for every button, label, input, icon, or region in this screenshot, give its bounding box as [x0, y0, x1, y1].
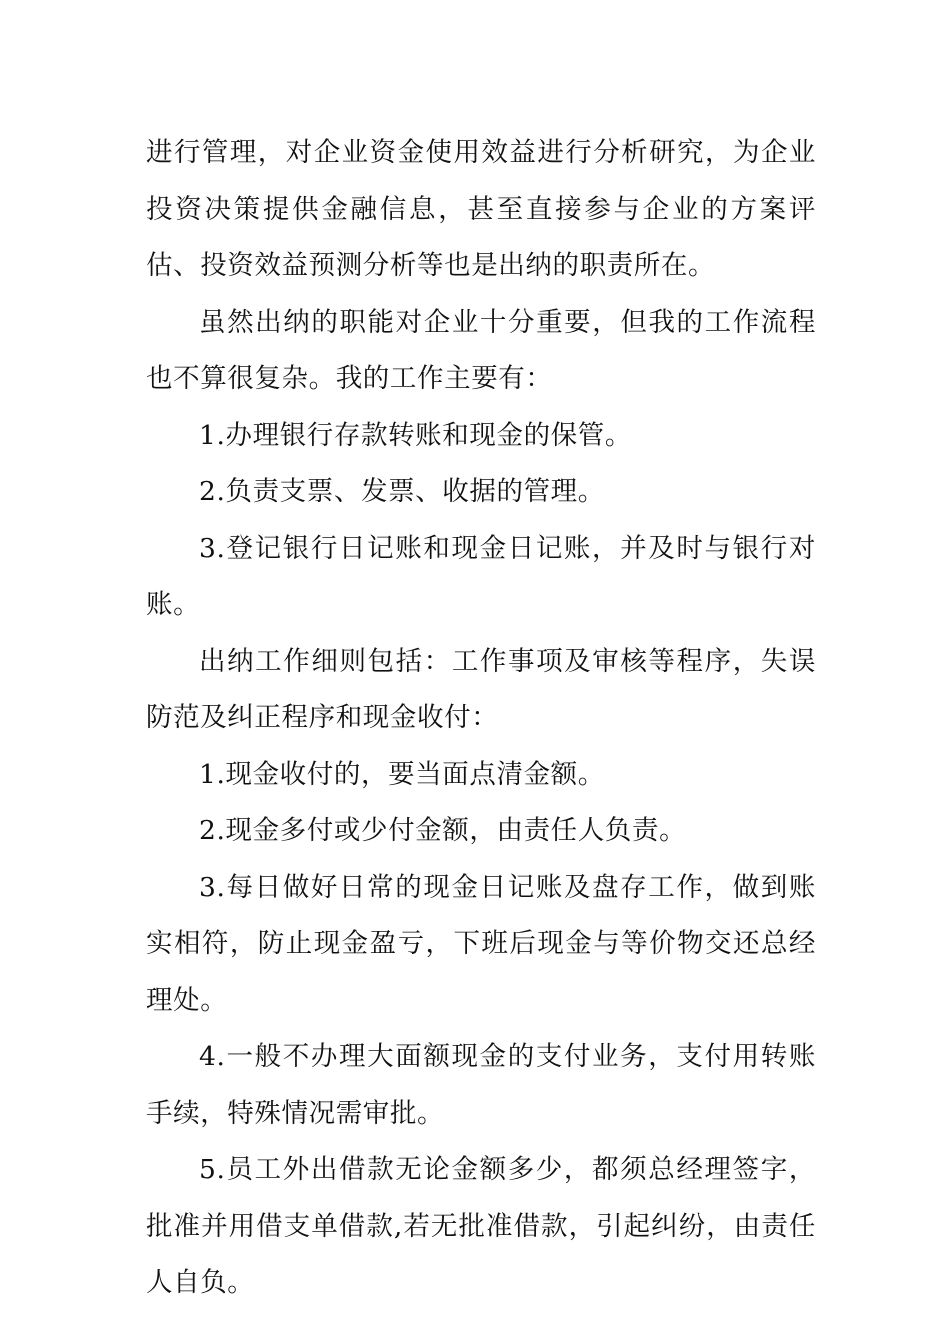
list-item-duty-3: 3.登记银行日记账和现金日记账，并及时与银行对账。 [146, 532, 816, 620]
list-item-rule-4: 4.一般不办理大面额现金的支付业务，支付用转账手续，特殊情况需审批。 [146, 1041, 816, 1129]
document-body [146, 125, 816, 1312]
list-item-duty-2: 2.负责支票、发票、收据的管理。 [199, 476, 605, 507]
paragraph-rules-intro: 出纳工作细则包括：工作事项及审核等程序，失误防范及纠正程序和现金收付： [146, 645, 816, 733]
list-item-rule-2: 2.现金多付或少付金额，由责任人负责。 [199, 815, 687, 846]
paragraph-workflow-intro: 虽然出纳的职能对企业十分重要，但我的工作流程也不算很复杂。我的工作主要有： [146, 306, 816, 394]
list-item-rule-5: 5.员工外出借款无论金额多少，都须总经理签字，批准并用借支单借款,若无批准借款，引起纠纷，由责任人自负。 [146, 1154, 816, 1298]
list-item-rule-3: 3.每日做好日常的现金日记账及盘存工作，做到账实相符，防止现金盈亏，下班后现金与等价物交还总经理处。 [146, 871, 816, 1016]
paragraph-continuation: 进行管理，对企业资金使用效益进行分析研究，为企业投资决策提供金融信息，甚至直接参与企业的方案评估、投资效益预测分析等也是出纳的职责所在。 [146, 137, 816, 281]
list-item-rule-1: 1.现金收付的，要当面点清金额。 [199, 758, 605, 790]
list-item-duty-1: 1.办理银行存款转账和现金的保管。 [199, 419, 632, 451]
